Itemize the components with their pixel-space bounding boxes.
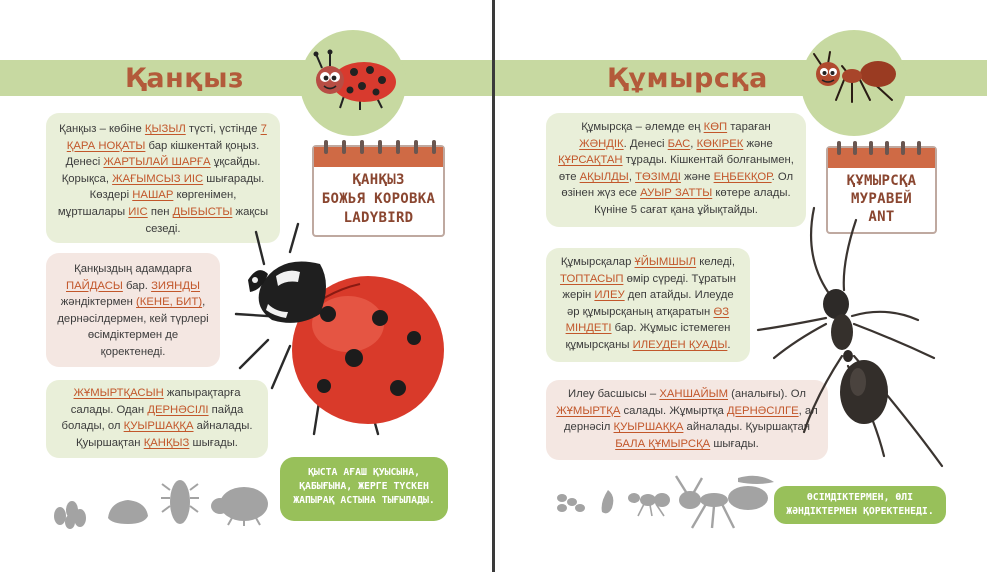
calendar-ring — [396, 140, 400, 154]
highlighted-term: (КЕНЕ, БИТ) — [136, 296, 203, 309]
body-text: жапырақтарға салады. Одан — [70, 387, 241, 416]
calendar-name-russian: БОЖЬЯ КОРОВКА — [321, 191, 436, 207]
highlighted-term: ПАЙДАСЫ — [66, 279, 123, 292]
calendar-ring — [869, 141, 873, 155]
calendar-ring — [342, 140, 346, 154]
calendar-ring — [901, 141, 905, 155]
body-text: салады. Жұмыртқа — [620, 404, 727, 417]
calendar-ring — [324, 140, 328, 154]
body-text: . Ол өзінен жүз есе — [561, 170, 794, 200]
ladybug-diet-box — [46, 253, 220, 367]
highlighted-term: АУЫР ЗАТТЫ — [640, 187, 713, 200]
body-text: , — [628, 170, 636, 183]
calendar-name-english: ANT — [868, 209, 895, 225]
calendar-name-kazakh: ҚАНҚЫЗ — [352, 172, 405, 188]
left-title-band — [0, 60, 492, 96]
calendar-name-russian: МУРАВЕЙ — [850, 191, 913, 207]
ant-diet-fact: ӨСІМДІКТЕРМЕН, ӨЛІ ЖӘНДІКТЕРМЕН ҚОРЕКТЕНЕДІ. — [774, 486, 946, 524]
highlighted-term: ДЫБЫСТЫ — [172, 205, 233, 218]
calendar-ring — [414, 140, 418, 154]
ant-eggs-silhouette-icon — [554, 490, 588, 516]
ladybug-lifecycle-text — [61, 387, 252, 449]
highlighted-term: КӨП — [703, 121, 728, 133]
body-text: бар. — [122, 279, 152, 292]
body-text: Қанқыздың адамдарға — [74, 263, 192, 275]
body-text: түсті, үстінде — [185, 123, 261, 135]
ant-pupa-silhouette-icon — [624, 488, 672, 518]
body-text: жақсы сезеді. — [145, 205, 269, 235]
pupa-silhouette-icon — [104, 496, 150, 526]
ant-photo — [756, 206, 946, 476]
highlighted-term: ЗИЯНДЫ — [151, 279, 200, 292]
highlighted-term: ЖҰМЫРТҚА — [556, 404, 621, 417]
body-text: деп атайды. Илеуде әр құмырсқаның атқаратын — [566, 289, 734, 318]
left-page-title: Қанқыз — [125, 63, 245, 94]
queen-ant-silhouette-icon — [728, 472, 776, 512]
calendar-ring — [917, 141, 921, 155]
body-text: айналады. Қуыршақтан — [76, 420, 253, 449]
body-text: . — [727, 338, 731, 351]
highlighted-term: ҚҰРСАҚТАН — [558, 154, 623, 167]
calendar-ring — [432, 140, 436, 154]
body-text: . Денесі — [623, 137, 668, 150]
highlighted-term: ДЕРНӘСІЛГЕ — [726, 404, 799, 417]
body-text: бар кішкентай қоңыз. Денесі — [65, 139, 260, 169]
body-text: бар. Жұмыс істемеген құмырсқаны — [565, 322, 731, 351]
body-text: Қанқыз – көбіне — [59, 123, 145, 135]
ladybug-cartoon-icon — [308, 48, 400, 112]
ladybug-description-text — [58, 123, 268, 235]
body-text: өмір сүреді. Тұратын жерін — [562, 272, 736, 302]
ant-colony-text — [560, 256, 736, 351]
body-text: Құмырсқалар — [560, 256, 635, 268]
body-text: шығарады. Көздері — [89, 172, 265, 202]
calendar-ring — [837, 141, 841, 155]
highlighted-term: ӨЗ МІНДЕТІ — [565, 305, 730, 335]
body-text: келеді, — [696, 256, 736, 268]
body-text: тұрады. Кішкентай болғанымен, өте — [558, 154, 794, 183]
calendar-ring — [885, 141, 889, 155]
highlighted-term: ЖҰМЫРТҚАСЫН — [73, 387, 164, 399]
egg-cluster-silhouette-icon — [50, 494, 90, 530]
right-page-title: Құмырсқа — [607, 63, 768, 94]
body-text: , дернәсілдермен, кей түрлері өсімдіктермен де қоректенеді. — [57, 296, 209, 358]
highlighted-term: ЖАРТЫЛАЙ ШАРҒА — [103, 156, 211, 169]
highlighted-term: ҚУЫРШАҚҚА — [613, 421, 684, 434]
body-text: көргенімен, мұртшалары — [57, 189, 237, 218]
ant-cartoon-icon — [806, 50, 902, 106]
calendar-ring — [853, 141, 857, 155]
body-text: шығады. — [189, 436, 238, 449]
ladybug-diet-text — [57, 263, 208, 358]
ant-larva-silhouette-icon — [598, 488, 618, 518]
ladybug-silhouette-icon — [208, 482, 270, 526]
highlighted-term: ТОПТАСЫП — [560, 272, 624, 285]
body-text: пайда болады, ол — [61, 403, 244, 433]
highlighted-term: АҚЫЛДЫ — [579, 170, 629, 183]
highlighted-term: ИЛЕУДЕН ҚУАДЫ — [632, 338, 728, 351]
highlighted-term: ҚЫЗЫЛ — [144, 123, 186, 135]
ladybug-winter-fact: ҚЫСТА АҒАШ ҚУЫСЫНА, ҚАБЫҒЫНА, ЖЕРГЕ ТҮСКЕН ЖАПЫРАҚ АСТЫНА ТЫҒЫЛАДЫ. — [280, 457, 448, 521]
highlighted-term: БАЛА ҚҰМЫРСҚА — [615, 437, 711, 450]
highlighted-term: КӨКІРЕК — [696, 137, 744, 150]
body-text: ұқсайды. Қорықса, — [61, 156, 261, 185]
highlighted-term: ТӨЗІМДІ — [635, 170, 681, 183]
body-text: тараған — [727, 121, 771, 133]
highlighted-term: ЖАҒЫМСЫЗ ИІС — [112, 172, 204, 185]
calendar-ring — [378, 140, 382, 154]
calendar-ring — [360, 140, 364, 154]
calendar-name-kazakh: ҚҰМЫРСҚА — [846, 173, 917, 189]
ladybug-photo — [228, 220, 450, 450]
body-text: және — [743, 137, 773, 150]
ant-description-text — [558, 121, 794, 216]
highlighted-term: ХАНШАЙЫМ — [659, 388, 728, 400]
highlighted-term: БАС — [667, 137, 691, 150]
calendar-name-english: LADYBIRD — [343, 210, 414, 226]
larva-silhouette-icon — [160, 472, 200, 528]
highlighted-term: ҰЙЫМШЫЛ — [634, 256, 697, 268]
highlighted-term: 7 ҚАРА НОҚАТЫ — [66, 123, 267, 152]
body-text: (аналығы). Ол — [728, 388, 806, 400]
body-text: айналады. Қуыршақтан — [683, 421, 811, 434]
body-text: , ал дернәсіл — [563, 404, 818, 434]
highlighted-term: ҚАНҚЫЗ — [143, 436, 190, 449]
highlighted-term: ЕҢБЕКҚОР — [713, 170, 772, 183]
body-text: Илеу басшысы – — [568, 388, 660, 400]
highlighted-term: ЖӘНДІК — [579, 137, 624, 150]
body-text: Құмырсқа – әлемде ең — [581, 121, 704, 133]
ant-colony-box — [546, 248, 750, 362]
body-text: жәндіктермен — [60, 296, 137, 309]
body-text: көтере алады. Күніне 5 сағат қана ұйықтайды. — [594, 187, 791, 216]
highlighted-term: ИЛЕУ — [594, 289, 625, 302]
highlighted-term: НАШАР — [132, 189, 174, 202]
body-text: пен — [147, 205, 173, 218]
highlighted-term: ИІС — [128, 205, 148, 218]
body-text: және — [680, 170, 714, 183]
body-text: шығады. — [710, 437, 759, 450]
body-text: , — [690, 137, 697, 150]
highlighted-term: ДЕРНӘСІЛІ — [147, 403, 209, 416]
highlighted-term: ҚУЫРШАҚҚА — [123, 420, 194, 433]
